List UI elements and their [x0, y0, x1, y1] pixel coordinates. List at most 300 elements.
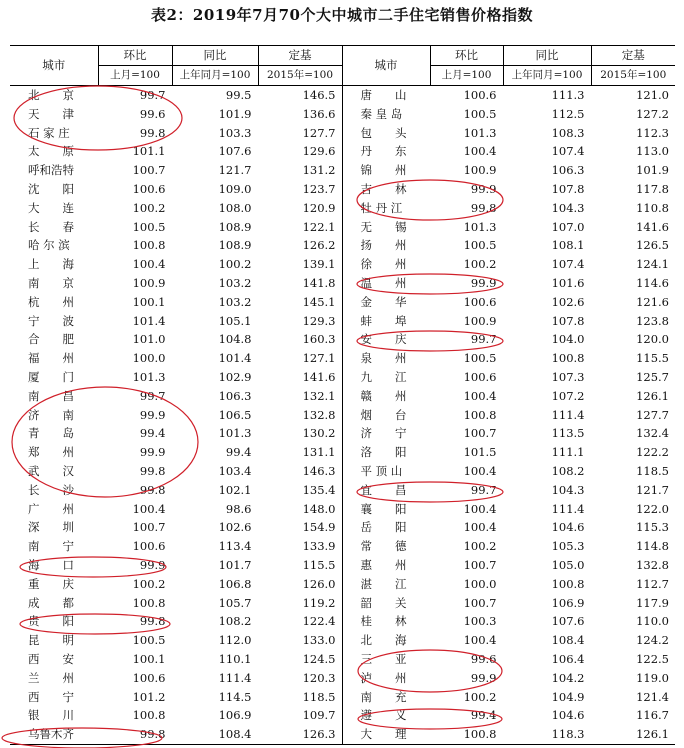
fixed-cell: 120.9 [258, 199, 342, 218]
city-cell: 三 亚 [342, 650, 430, 669]
city-cell: 天 津 [28, 106, 74, 121]
table-row [10, 142, 675, 161]
table-row [10, 537, 675, 556]
table-row [10, 575, 675, 594]
fixed-cell: 112.7 [591, 575, 675, 594]
mom-cell: 101.0 [98, 330, 172, 349]
fixed-cell: 114.8 [591, 537, 675, 556]
fixed-cell: 141.6 [258, 368, 342, 387]
yoy-cell: 106.4 [503, 650, 591, 669]
yoy-cell: 106.9 [172, 706, 258, 725]
fixed-cell: 117.8 [591, 180, 675, 199]
mom-cell: 101.3 [430, 218, 503, 237]
city-cell: 遵 义 [342, 706, 430, 725]
mom-cell: 100.2 [430, 688, 503, 707]
mom-cell: 100.1 [98, 293, 172, 312]
mom-cell: 101.3 [98, 368, 172, 387]
yoy-cell: 101.3 [172, 424, 258, 443]
header-row [10, 46, 675, 66]
city-cell: 上 海 [28, 257, 74, 272]
table-row [10, 387, 675, 406]
fixed-cell: 122.4 [258, 612, 342, 631]
fixed-cell: 132.4 [591, 424, 675, 443]
city-cell: 昆 明 [28, 633, 74, 648]
fixed-cell: 133.9 [258, 537, 342, 556]
mom-cell: 99.9 [98, 443, 172, 462]
mom-cell: 101.1 [98, 142, 172, 161]
mom-cell: 99.9 [430, 180, 503, 199]
fixed-cell: 141.8 [258, 274, 342, 293]
yoy-cell: 121.7 [172, 161, 258, 180]
city-cell: 南 京 [28, 275, 74, 290]
fixed-cell: 116.7 [591, 706, 675, 725]
yoy-cell: 106.9 [503, 594, 591, 613]
city-cell: 北 京 [28, 88, 74, 102]
mom-cell: 99.9 [430, 669, 503, 688]
table-row [10, 274, 675, 293]
city-cell: 大 连 [28, 200, 74, 215]
mom-cell: 100.0 [98, 349, 172, 368]
mom-header: 环比 [98, 46, 172, 66]
yoy-cell: 107.2 [503, 387, 591, 406]
table-row [10, 556, 675, 575]
yoy-cell: 107.8 [503, 180, 591, 199]
mom-cell: 99.8 [98, 124, 172, 143]
table-row [10, 424, 675, 443]
table-row [10, 368, 675, 387]
mom-cell: 100.5 [430, 105, 503, 124]
mom-cell: 100.1 [98, 650, 172, 669]
city-cell: 南 昌 [28, 388, 74, 403]
mom-cell: 100.2 [98, 199, 172, 218]
yoy-cell: 108.0 [172, 199, 258, 218]
table-row [10, 349, 675, 368]
yoy-cell: 108.2 [172, 612, 258, 631]
city-cell: 成 都 [28, 595, 74, 610]
mom-cell: 100.4 [98, 500, 172, 519]
city-cell: 兰 州 [28, 670, 74, 685]
mom-cell: 100.6 [430, 368, 503, 387]
mom-cell: 100.9 [98, 274, 172, 293]
fixed-cell: 125.7 [591, 368, 675, 387]
fixed-cell: 131.2 [258, 161, 342, 180]
yoy-cell: 107.6 [172, 142, 258, 161]
fixed-cell: 126.2 [258, 236, 342, 255]
mom-cell: 100.4 [430, 462, 503, 481]
city-cell: 沈 阳 [28, 181, 74, 196]
table-row [10, 650, 675, 669]
fixed-header: 定基 [591, 46, 675, 66]
city-cell: 南 宁 [28, 539, 74, 554]
yoy-cell: 105.1 [172, 312, 258, 331]
fixed-cell: 120.0 [591, 330, 675, 349]
price-index-table [10, 45, 675, 745]
yoy-cell: 106.3 [172, 387, 258, 406]
yoy-cell: 105.7 [172, 594, 258, 613]
yoy-cell: 104.6 [503, 706, 591, 725]
mom-cell: 101.4 [98, 312, 172, 331]
yoy-cell: 110.1 [172, 650, 258, 669]
city-cell: 郑 州 [28, 445, 74, 460]
mom-cell: 100.2 [430, 255, 503, 274]
fixed-cell: 129.6 [258, 142, 342, 161]
fixed-cell: 122.0 [591, 500, 675, 519]
mom-cell: 99.6 [430, 650, 503, 669]
yoy-cell: 104.6 [503, 518, 591, 537]
yoy-cell: 118.3 [503, 725, 591, 744]
yoy-cell: 107.4 [503, 142, 591, 161]
fixed-cell: 113.0 [591, 142, 675, 161]
fixed-cell: 122.5 [591, 650, 675, 669]
yoy-cell: 107.6 [503, 612, 591, 631]
fixed-cell: 145.1 [258, 293, 342, 312]
city-cell: 牡 丹 江 [342, 199, 430, 218]
table-row [10, 105, 675, 124]
city-cell: 济 南 [28, 407, 74, 422]
mom-cell: 100.7 [98, 161, 172, 180]
yoy-cell: 105.3 [503, 537, 591, 556]
yoy-cell: 108.1 [503, 236, 591, 255]
mom-cell: 99.8 [98, 481, 172, 500]
fixed-cell: 148.0 [258, 500, 342, 519]
mom-cell: 100.8 [98, 594, 172, 613]
yoy-cell: 105.0 [503, 556, 591, 575]
table-row [10, 518, 675, 537]
fixed-cell: 126.5 [591, 236, 675, 255]
table-row [10, 706, 675, 725]
table-row [10, 199, 675, 218]
city-cell: 济 宁 [342, 424, 430, 443]
city-cell: 西 安 [28, 651, 74, 666]
fixed-cell: 132.1 [258, 387, 342, 406]
fixed-cell: 154.9 [258, 518, 342, 537]
city-cell: 广 州 [28, 501, 74, 516]
yoy-cell: 102.6 [503, 293, 591, 312]
mom-cell: 100.4 [98, 255, 172, 274]
city-cell: 泸 州 [342, 669, 430, 688]
yoy-cell: 98.6 [172, 500, 258, 519]
yoy-cell: 101.6 [503, 274, 591, 293]
city-cell: 九 江 [342, 368, 430, 387]
table-row [10, 236, 675, 255]
yoy-cell: 108.4 [172, 725, 258, 744]
yoy-cell: 111.4 [172, 669, 258, 688]
yoy-cell: 104.2 [503, 669, 591, 688]
city-cell: 长 春 [28, 219, 74, 234]
city-cell: 厦 门 [28, 369, 74, 384]
fixed-cell: 112.3 [591, 124, 675, 143]
mom-cell: 100.9 [430, 161, 503, 180]
city-cell: 襄 阳 [342, 500, 430, 519]
mom-cell: 100.0 [430, 575, 503, 594]
yoy-cell: 104.0 [503, 330, 591, 349]
city-cell: 合 肥 [28, 332, 74, 347]
yoy-cell: 106.8 [172, 575, 258, 594]
city-cell: 银 川 [28, 708, 74, 723]
city-cell: 安 庆 [342, 330, 430, 349]
mom-cell: 99.7 [430, 330, 503, 349]
yoy-cell: 103.2 [172, 274, 258, 293]
yoy-cell: 100.2 [172, 255, 258, 274]
fixed-cell: 110.0 [591, 612, 675, 631]
yoy-cell: 111.1 [503, 443, 591, 462]
fixed-cell: 129.3 [258, 312, 342, 331]
yoy-cell: 106.5 [172, 406, 258, 425]
city-cell: 唐 山 [342, 86, 430, 105]
yoy-cell: 107.3 [503, 368, 591, 387]
mom-cell: 99.8 [98, 725, 172, 744]
mom-cell: 100.5 [98, 631, 172, 650]
mom-cell: 99.9 [430, 274, 503, 293]
fixed-cell: 118.5 [258, 688, 342, 707]
yoy-cell: 104.3 [503, 199, 591, 218]
table-row [10, 161, 675, 180]
city-cell: 北 海 [342, 631, 430, 650]
mom-cell: 99.4 [430, 706, 503, 725]
fixed-cell: 132.8 [258, 406, 342, 425]
yoy-cell: 111.4 [503, 500, 591, 519]
fixed-cell: 131.1 [258, 443, 342, 462]
table-row [10, 688, 675, 707]
mom-cell: 100.6 [430, 86, 503, 105]
city-cell: 惠 州 [342, 556, 430, 575]
mom-cell: 99.7 [430, 481, 503, 500]
fixed-cell: 109.7 [258, 706, 342, 725]
mom-cell: 100.2 [430, 537, 503, 556]
fixed-cell: 124.2 [591, 631, 675, 650]
city-cell: 青 岛 [28, 426, 74, 441]
mom-cell: 100.4 [430, 631, 503, 650]
yoy-cell: 112.0 [172, 631, 258, 650]
city-cell: 西 宁 [28, 689, 74, 704]
city-cell: 湛 江 [342, 575, 430, 594]
city-cell: 温 州 [342, 274, 430, 293]
mom-cell: 100.4 [430, 518, 503, 537]
table-row [10, 255, 675, 274]
mom-cell: 99.4 [98, 424, 172, 443]
mom-cell: 100.8 [430, 406, 503, 425]
city-cell: 锦 州 [342, 161, 430, 180]
fixed-cell: 146.5 [258, 86, 342, 105]
city-cell: 扬 州 [342, 236, 430, 255]
city-cell: 深 圳 [28, 520, 74, 535]
city-cell: 烟 台 [342, 406, 430, 425]
yoy-cell: 103.4 [172, 462, 258, 481]
mom-cell: 100.6 [98, 180, 172, 199]
city-cell: 南 充 [342, 688, 430, 707]
mom-cell: 99.8 [98, 462, 172, 481]
city-cell: 宜 昌 [342, 481, 430, 500]
fixed-cell: 121.6 [591, 293, 675, 312]
mom-cell: 100.5 [430, 349, 503, 368]
fixed-header: 定基 [258, 46, 342, 66]
table-row [10, 612, 675, 631]
mom-cell: 100.3 [430, 612, 503, 631]
yoy-cell: 107.4 [503, 255, 591, 274]
yoy-base-header: 上年同月=100 [503, 66, 591, 86]
city-cell: 平 顶 山 [342, 462, 430, 481]
yoy-cell: 101.9 [172, 105, 258, 124]
city-cell: 无 锡 [342, 218, 430, 237]
mom-cell: 100.7 [430, 556, 503, 575]
fixed-base-header: 2015年=100 [591, 66, 675, 86]
table-row [10, 293, 675, 312]
city-cell: 徐 州 [342, 255, 430, 274]
city-cell: 长 沙 [28, 482, 74, 497]
fixed-cell: 115.5 [591, 349, 675, 368]
yoy-cell: 101.7 [172, 556, 258, 575]
yoy-cell: 104.9 [503, 688, 591, 707]
mom-cell: 100.5 [430, 236, 503, 255]
city-cell: 重 庆 [28, 576, 74, 591]
yoy-cell: 99.4 [172, 443, 258, 462]
yoy-cell: 108.2 [503, 462, 591, 481]
yoy-cell: 106.3 [503, 161, 591, 180]
mom-cell: 101.2 [98, 688, 172, 707]
yoy-cell: 103.3 [172, 124, 258, 143]
fixed-cell: 146.3 [258, 462, 342, 481]
yoy-header: 同比 [503, 46, 591, 66]
yoy-cell: 108.4 [503, 631, 591, 650]
yoy-cell: 112.5 [503, 105, 591, 124]
city-cell: 福 州 [28, 351, 74, 366]
fixed-cell: 126.3 [258, 725, 342, 744]
table-body [10, 86, 675, 745]
fixed-cell: 133.0 [258, 631, 342, 650]
yoy-cell: 102.6 [172, 518, 258, 537]
fixed-cell: 122.2 [591, 443, 675, 462]
fixed-cell: 132.8 [591, 556, 675, 575]
mom-cell: 100.6 [98, 669, 172, 688]
table-row [10, 631, 675, 650]
city-cell: 赣 州 [342, 387, 430, 406]
city-cell: 宁 波 [28, 313, 74, 328]
city-cell: 秦 皇 岛 [342, 105, 430, 124]
city-cell: 呼和浩特 [28, 163, 74, 178]
yoy-header: 同比 [172, 46, 258, 66]
city-cell: 桂 林 [342, 612, 430, 631]
fixed-cell: 121.4 [591, 688, 675, 707]
yoy-cell: 102.9 [172, 368, 258, 387]
fixed-cell: 101.9 [591, 161, 675, 180]
mom-cell: 99.7 [98, 387, 172, 406]
yoy-cell: 104.3 [503, 481, 591, 500]
table-row [10, 462, 675, 481]
mom-cell: 100.7 [430, 594, 503, 613]
fixed-cell: 139.1 [258, 255, 342, 274]
yoy-cell: 114.5 [172, 688, 258, 707]
yoy-cell: 108.9 [172, 236, 258, 255]
table-row [10, 406, 675, 425]
fixed-cell: 121.7 [591, 481, 675, 500]
city-cell: 岳 阳 [342, 518, 430, 537]
table-row [10, 218, 675, 237]
fixed-cell: 119.0 [591, 669, 675, 688]
yoy-cell: 102.1 [172, 481, 258, 500]
fixed-base-header: 2015年=100 [258, 66, 342, 86]
yoy-cell: 113.5 [503, 424, 591, 443]
city-cell: 吉 林 [342, 180, 430, 199]
mom-cell: 100.7 [98, 518, 172, 537]
fixed-cell: 117.9 [591, 594, 675, 613]
mom-cell: 100.8 [98, 706, 172, 725]
table-row [10, 86, 675, 105]
yoy-base-header: 上年同月=100 [172, 66, 258, 86]
mom-cell: 100.4 [430, 387, 503, 406]
city-cell: 韶 关 [342, 594, 430, 613]
fixed-cell: 114.6 [591, 274, 675, 293]
city-cell: 贵 阳 [28, 614, 74, 629]
fixed-cell: 110.8 [591, 199, 675, 218]
yoy-cell: 104.8 [172, 330, 258, 349]
table-title: 表2：2019年7月70个大中城市二手住宅销售价格指数 [151, 6, 533, 24]
fixed-cell: 123.7 [258, 180, 342, 199]
mom-base-header: 上月=100 [98, 66, 172, 86]
fixed-cell: 127.7 [258, 124, 342, 143]
mom-cell: 99.9 [98, 406, 172, 425]
yoy-cell: 107.8 [503, 312, 591, 331]
fixed-cell: 130.2 [258, 424, 342, 443]
fixed-cell: 126.1 [591, 387, 675, 406]
city-cell: 包 头 [342, 124, 430, 143]
mom-cell: 100.8 [98, 236, 172, 255]
city-header: 城市 [342, 46, 430, 86]
mom-cell: 101.3 [430, 124, 503, 143]
fixed-cell: 127.2 [591, 105, 675, 124]
city-cell: 杭 州 [28, 294, 74, 309]
fixed-cell: 136.6 [258, 105, 342, 124]
fixed-cell: 126.0 [258, 575, 342, 594]
city-cell: 丹 东 [342, 142, 430, 161]
fixed-cell: 115.3 [591, 518, 675, 537]
fixed-cell: 119.2 [258, 594, 342, 613]
table-row [10, 330, 675, 349]
yoy-cell: 100.8 [503, 349, 591, 368]
fixed-cell: 160.3 [258, 330, 342, 349]
yoy-cell: 108.9 [172, 218, 258, 237]
fixed-cell: 120.3 [258, 669, 342, 688]
mom-cell: 100.2 [98, 575, 172, 594]
city-cell: 海 口 [28, 557, 74, 572]
mom-cell: 100.9 [430, 312, 503, 331]
mom-cell: 100.5 [98, 218, 172, 237]
mom-cell: 100.6 [430, 293, 503, 312]
yoy-cell: 111.4 [503, 406, 591, 425]
fixed-cell: 122.1 [258, 218, 342, 237]
yoy-cell: 108.3 [503, 124, 591, 143]
city-cell: 金 华 [342, 293, 430, 312]
mom-cell: 99.6 [98, 105, 172, 124]
city-cell: 太 原 [28, 144, 74, 159]
city-cell: 泉 州 [342, 349, 430, 368]
fixed-cell: 141.6 [591, 218, 675, 237]
mom-cell: 100.7 [430, 424, 503, 443]
table-row [10, 500, 675, 519]
city-cell: 常 德 [342, 537, 430, 556]
fixed-cell: 126.1 [591, 725, 675, 744]
mom-cell: 101.5 [430, 443, 503, 462]
mom-cell: 100.6 [98, 537, 172, 556]
table-row [10, 443, 675, 462]
yoy-cell: 99.5 [172, 86, 258, 105]
yoy-cell: 107.0 [503, 218, 591, 237]
yoy-cell: 109.0 [172, 180, 258, 199]
table-row [10, 481, 675, 500]
mom-cell: 99.8 [430, 199, 503, 218]
city-cell: 武 汉 [28, 463, 74, 478]
yoy-cell: 111.3 [503, 86, 591, 105]
yoy-cell: 103.2 [172, 293, 258, 312]
